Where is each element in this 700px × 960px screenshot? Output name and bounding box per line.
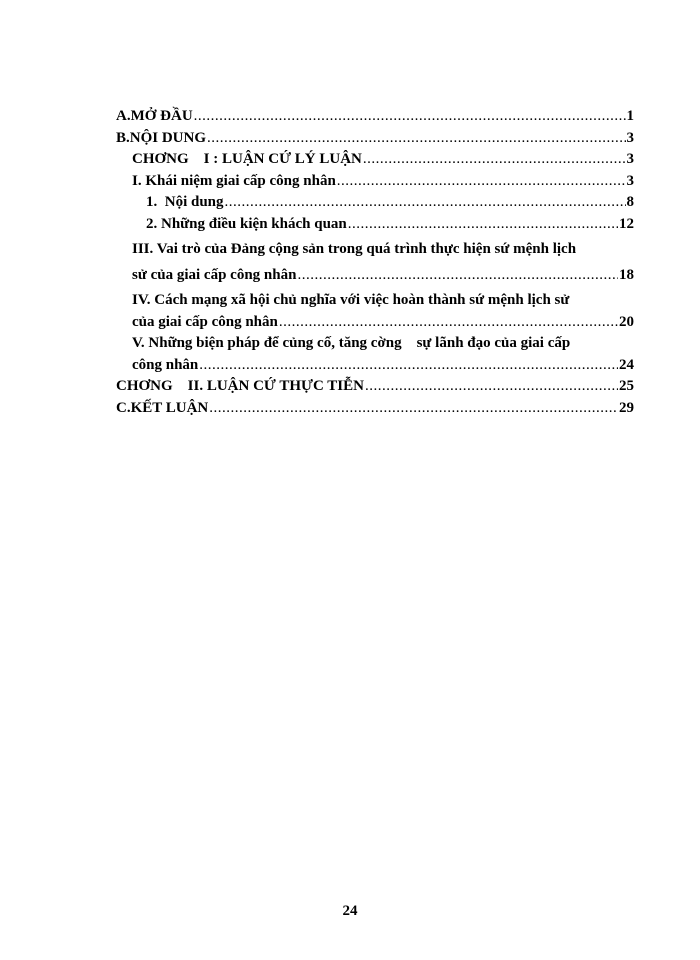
toc-entry-cach-mang[interactable]	[116, 290, 634, 333]
toc-entry-title: công nhân	[132, 356, 199, 373]
toc-entry-page: 25	[619, 378, 634, 394]
dot-leader	[337, 171, 626, 193]
toc-entry-title-line1: III. Vai trò của Đảng cộng sản trong quá trình thực hiện sứ mệnh lịch	[132, 241, 577, 257]
toc-entry-bien-phap[interactable]	[116, 333, 634, 376]
toc-entry-title: A.MỞ ĐẦU	[116, 108, 193, 124]
toc-entry-chuong-1[interactable]	[116, 149, 634, 171]
dot-leader	[363, 149, 626, 171]
toc-entry-page: 20	[619, 313, 634, 330]
toc-entry-noi-dung[interactable]	[116, 128, 634, 150]
dot-leader	[348, 214, 618, 236]
toc-entry-line2	[116, 312, 634, 334]
toc-entry-title: B.NỘI DUNG	[116, 129, 207, 146]
toc-entry-page: 12	[619, 215, 634, 232]
dot-leader	[365, 376, 618, 398]
dot-leader	[279, 312, 618, 334]
toc-entry-noi-dung-sub[interactable]	[116, 192, 634, 214]
toc-entry-title-line1: IV. Cách mạng xã hội chủ nghĩa với việc hoàn thành sứ mệnh lịch sử	[132, 292, 570, 308]
toc-entry-page: 8	[626, 194, 634, 210]
toc-entry-line2	[116, 355, 634, 377]
toc-entry-dieu-kien[interactable]	[116, 214, 634, 236]
toc-entry-mo-dau[interactable]	[116, 106, 634, 128]
toc-entry-page: 1	[626, 108, 634, 124]
toc-entry-title: C.KẾT LUẬN	[116, 399, 209, 416]
toc-entry-title: I. Khái niệm giai cấp công nhân	[132, 172, 336, 189]
dot-leader	[297, 265, 618, 287]
dot-leader	[199, 355, 618, 377]
toc-entry-vai-tro[interactable]	[116, 239, 634, 286]
dot-leader	[194, 106, 626, 128]
toc-entry-title: 2. Những điều kiện khách quan	[146, 215, 347, 232]
toc-entry-title: CHƠNG II. LUẬN CỨ THỰC TIỄN	[116, 378, 364, 394]
dot-leader	[209, 398, 618, 420]
toc-entry-page: 3	[626, 129, 634, 146]
toc-entry-title: của giai cấp công nhân	[132, 313, 278, 330]
toc-entry-chuong-2[interactable]	[116, 376, 634, 398]
toc-entry-ket-luan[interactable]	[116, 398, 634, 420]
toc-entry-page: 29	[619, 399, 634, 416]
table-of-contents	[116, 106, 634, 419]
dot-leader	[207, 128, 625, 150]
toc-entry-line2	[116, 265, 634, 287]
toc-entry-title: CHƠNG I : LUẬN CỨ LÝ LUẬN	[132, 151, 362, 167]
toc-entry-title: 1. Nội dung	[146, 194, 224, 210]
toc-entry-title: sử của giai cấp công nhân	[132, 266, 297, 283]
page-number: 24	[342, 903, 358, 919]
toc-entry-page: 3	[626, 172, 634, 189]
toc-entry-page: 3	[626, 151, 634, 167]
dot-leader	[225, 192, 626, 214]
toc-entry-title-line1: V. Những biện pháp để củng cố, tăng cờng sự lãnh đạo của giai cấp	[132, 335, 571, 351]
toc-entry-page: 24	[619, 356, 634, 373]
toc-entry-page: 18	[619, 266, 634, 283]
toc-entry-khai-niem[interactable]	[116, 171, 634, 193]
